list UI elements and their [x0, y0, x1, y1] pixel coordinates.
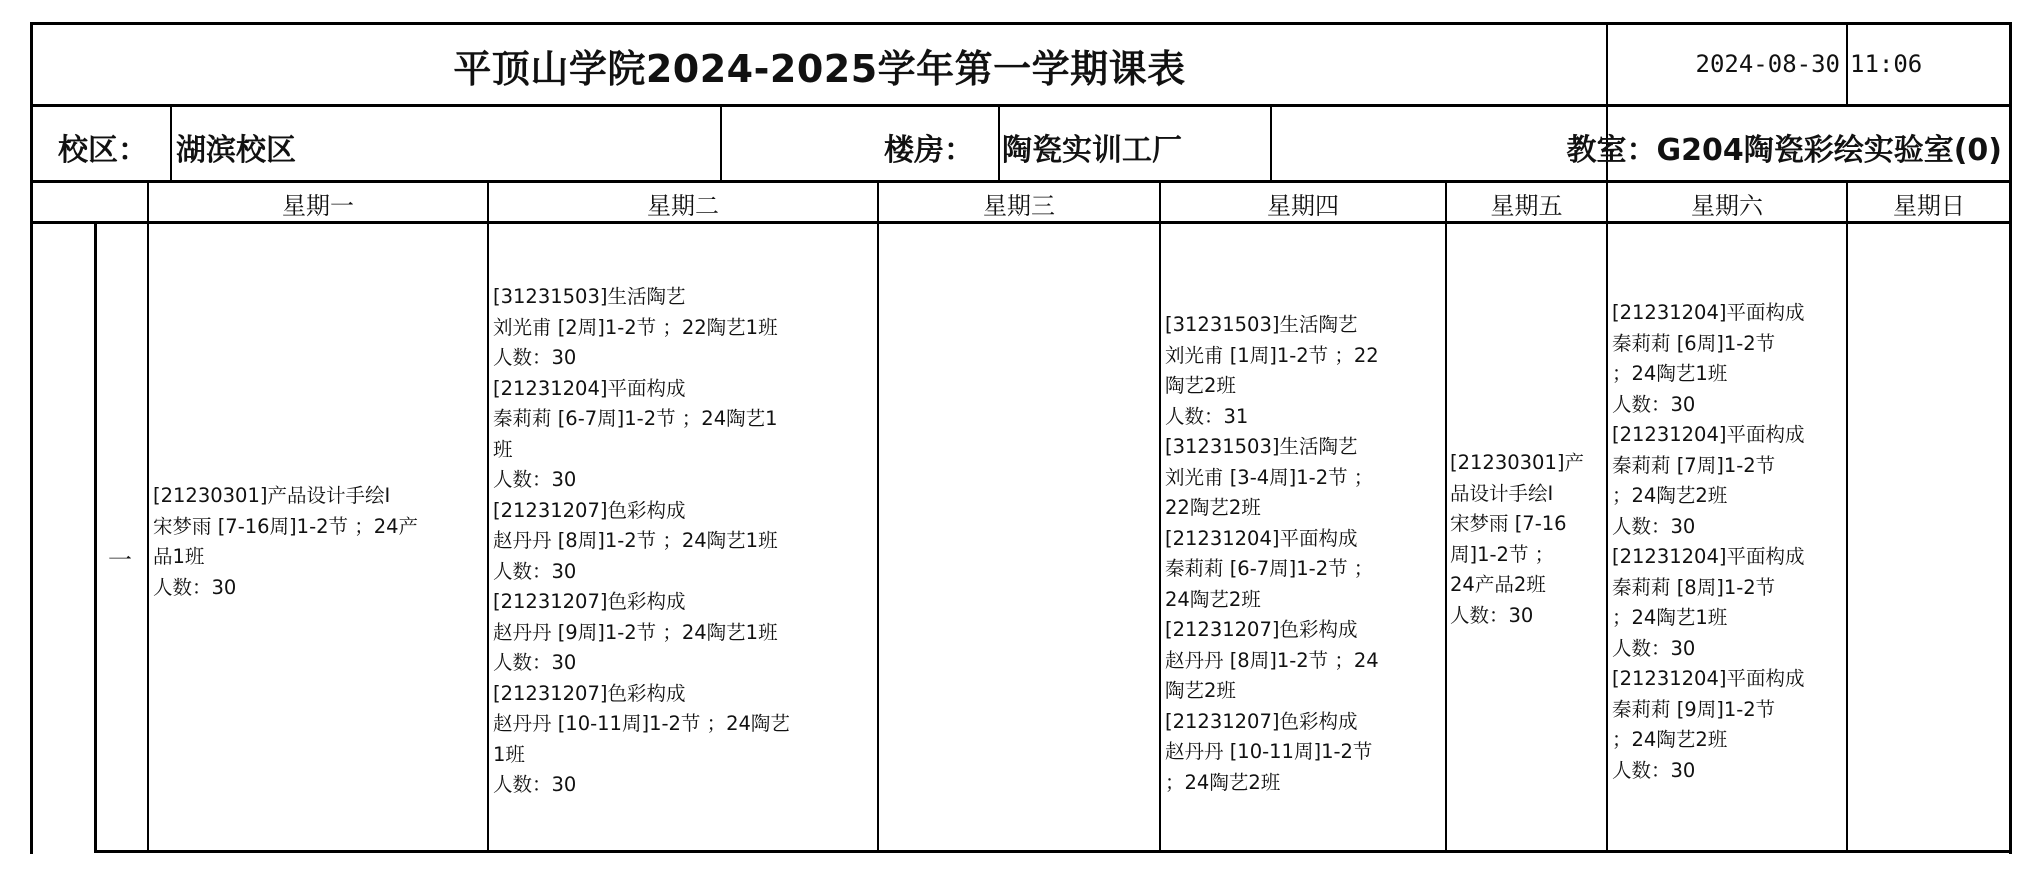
- page-title: 平顶山学院2024-2025学年第一学期课表: [453, 47, 1186, 91]
- print-date: 2024-08-30: [1695, 50, 1840, 78]
- divider-building: [998, 106, 1000, 182]
- col-line-tue: [487, 181, 489, 853]
- col-line-thu: [1159, 181, 1161, 853]
- day-header-wed: 星期三: [983, 192, 1055, 220]
- left-edge: [30, 222, 33, 854]
- building-label: 楼房：: [884, 133, 974, 168]
- col-line-sat: [1606, 181, 1608, 853]
- col-line-wed: [877, 181, 879, 853]
- course-cell-fri: [21230301]产 品设计手绘Ⅰ 宋梦雨 [7-16 周]1-2节 ； 24产品2班 人数：30: [1450, 451, 1584, 627]
- day-header-tue: 星期二: [647, 192, 719, 220]
- day-header-sun: 星期日: [1893, 192, 1965, 220]
- day-header-fri: 星期五: [1490, 192, 1563, 220]
- rule-bottom: [94, 850, 2012, 853]
- course-cell-mon: [21230301]产品设计手绘Ⅰ 宋梦雨 [7-16周]1-2节 ；24产 品1班 人数：30: [153, 484, 419, 599]
- divider-campus: [170, 106, 172, 182]
- day-header-mon: 星期一: [282, 192, 354, 220]
- col-line-period: [94, 222, 97, 853]
- rule-location: [30, 180, 2012, 183]
- course-cell-thu: [31231503]生活陶艺 刘光甫 [1周]1-2节 ；22 陶艺2班 人数：31 [31231503]生活陶艺 刘光甫 [3-4周]1-2节 ； 22陶艺2班 [21231204]平面构成 秦莉莉 [6-7周]1-2节 ； 24陶艺2班 [21231207]色彩构成 赵丹丹 [8周]1-2节 ；24 陶艺2班 [21231207]色彩构成 赵丹丹 [10-11周]1-2节 ；24陶艺2班: [1165, 313, 1379, 794]
- building-value: 陶瓷实训工厂: [1002, 133, 1182, 168]
- divider-campus-end: [720, 106, 722, 182]
- campus-label: 校区：: [58, 133, 148, 168]
- day-header-sat: 星期六: [1691, 192, 1763, 220]
- rule-days: [30, 221, 2012, 224]
- course-cell-sat: [21231204]平面构成 秦莉莉 [6周]1-2节 ；24陶艺1班 人数：30 [21231204]平面构成 秦莉莉 [7周]1-2节 ；24陶艺2班 人数：30 [21231204]平面构成 秦莉莉 [8周]1-2节 ；24陶艺1班 人数：30 [21231204]平面构成 秦莉莉 [9周]1-2节 ；24陶艺2班 人数：30: [1612, 301, 1805, 782]
- col-line-mon: [147, 181, 149, 853]
- campus-value: 湖滨校区: [176, 133, 296, 168]
- rule-title: [30, 104, 2012, 107]
- print-time: 11:06: [1850, 50, 1923, 78]
- room-label: 教室：G204陶瓷彩绘实验室(0): [1566, 133, 2002, 168]
- course-cell-tue: [31231503]生活陶艺 刘光甫 [2周]1-2节 ；22陶艺1班 人数：30 [21231204]平面构成 秦莉莉 [6-7周]1-2节 ；24陶艺1 班 人数：30 [21231207]色彩构成 赵丹丹 [8周]1-2节 ；24陶艺1班 人数：30 [21231207]色彩构成 赵丹丹 [9周]1-2节 ；24陶艺1班 人数：30 [21231207]色彩构成 赵丹丹 [10-11周]1-2节 ；24陶艺 1班 人数：30: [493, 285, 790, 796]
- day-header-thu: 星期四: [1267, 192, 1339, 220]
- divider-time: [1846, 22, 1848, 106]
- col-line-sun: [1846, 181, 1848, 853]
- period-label: 一: [108, 546, 132, 574]
